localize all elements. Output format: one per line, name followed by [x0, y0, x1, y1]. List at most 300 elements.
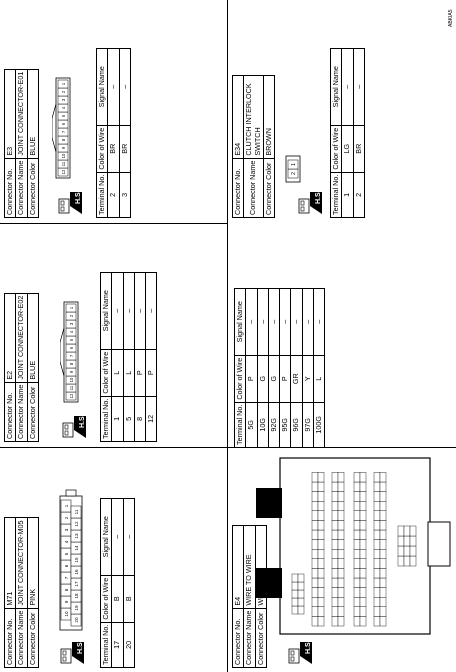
pin-number: 8 [61, 138, 67, 142]
hs-label: H.S. [79, 416, 86, 428]
hs-label: H.S. [77, 642, 84, 654]
pin-number: 1 [64, 504, 69, 508]
pin-number: 5 [64, 552, 69, 556]
hs-icon [62, 416, 86, 438]
label-connector-no: Connector No. [5, 608, 16, 667]
label-signal-name: Signal Name [97, 48, 108, 125]
pin-cavity [292, 598, 298, 606]
wire-color-cell: P [246, 355, 257, 402]
pin-cavity [338, 578, 344, 588]
pin-number: 4 [61, 106, 67, 110]
table-row [342, 48, 353, 217]
pin-cavity [380, 482, 386, 492]
pin-cavity [338, 540, 344, 550]
connector-notch [52, 104, 56, 152]
label-signal-name: Signal Name [331, 48, 342, 125]
table-row [112, 498, 123, 667]
pin-cavity [380, 540, 386, 550]
pin-cavity [354, 492, 360, 502]
pin-number: 2 [64, 516, 69, 520]
pin-number: 17 [74, 581, 79, 587]
label-connector-no: Connector No. [233, 608, 244, 667]
label-connector-color: Connector Color [27, 158, 38, 217]
pin-cavity [380, 559, 386, 569]
label-connector-name: Connector Name [16, 608, 27, 667]
connector-m71-face [58, 482, 89, 632]
pin-cavity [298, 590, 304, 598]
pin-cavity [398, 546, 404, 556]
pin-cavity [374, 492, 380, 502]
label-connector-color: Connector Color [27, 608, 38, 667]
pin-cavity [292, 582, 298, 590]
pin-cavity [354, 540, 360, 550]
pin-cavity [318, 501, 324, 511]
hs-label: H.S. [75, 192, 82, 204]
wire-color-cell: BR [119, 125, 130, 172]
pin-cavity [354, 501, 360, 511]
pin-cavity [360, 597, 366, 607]
pin-cavity [318, 530, 324, 540]
connector-color-value: PINK [27, 518, 38, 608]
wire-color-cell: Y [302, 355, 313, 402]
wire-color-cell: L [313, 355, 324, 402]
terminal-no-cell: 96G [291, 402, 302, 447]
pin-cavity [312, 568, 318, 578]
pin-number: 6 [64, 564, 69, 568]
pin-cavity [332, 520, 338, 530]
pin-number: 15 [74, 557, 79, 563]
pin-number: 11 [74, 509, 79, 515]
pin-cavity [332, 492, 338, 502]
table-row [146, 272, 157, 441]
connector-m71 [4, 517, 39, 668]
pin-cavity [338, 549, 344, 559]
pin-cavity [374, 616, 380, 626]
pin-cavity [354, 482, 360, 492]
pin-cavity [360, 492, 366, 502]
pin-cavity [312, 549, 318, 559]
label-terminal-no: Terminal No. [97, 172, 108, 217]
connector-e3 [4, 69, 39, 218]
signal-name-cell: – [134, 272, 145, 349]
pin-number: 7 [61, 130, 67, 134]
pin-cavity [318, 568, 324, 578]
hs-icon [298, 192, 322, 214]
pin-cavity [410, 556, 416, 566]
pin-number: 2 [291, 172, 297, 175]
pin-cavity [338, 559, 344, 569]
table-row [291, 288, 302, 447]
connector-info-table [4, 517, 39, 668]
pin-cavity [338, 568, 344, 578]
pin-cavity [374, 472, 380, 482]
pin-number: 3 [61, 98, 67, 102]
signal-name-cell: – [280, 288, 291, 355]
connector-info-table [4, 293, 39, 442]
hs-label: H.S. [315, 192, 322, 204]
pin-number: 9 [64, 600, 69, 604]
pin-number: 2 [69, 314, 75, 318]
pin-cavity [338, 511, 344, 521]
pin-cavity [404, 556, 410, 566]
terminal-no-cell: 17 [112, 622, 123, 667]
hs-icon [58, 192, 82, 214]
wire-color-cell: G [257, 355, 268, 402]
wire-color-cell: L [112, 349, 123, 396]
connector-no-value: E34 [233, 75, 244, 158]
divider-line [0, 447, 456, 448]
pin-cavity [338, 607, 344, 617]
wire-color-cell: B [112, 575, 123, 622]
pin-cavity [360, 578, 366, 588]
pin-number: 6 [61, 122, 67, 126]
pin-cavity [332, 482, 338, 492]
pin-cavity [312, 530, 318, 540]
pin-cavity [360, 549, 366, 559]
pin-cavity [312, 588, 318, 598]
pin-number: 5 [69, 338, 75, 342]
pin-cavity [360, 482, 366, 492]
label-connector-name: Connector Name [16, 158, 27, 217]
pin-cavity [404, 546, 410, 556]
pin-cavity [318, 616, 324, 626]
terminal-no-cell: 3 [119, 172, 130, 217]
pin-cavity [354, 559, 360, 569]
pin-cavity [318, 578, 324, 588]
connector-no-value: E2 [5, 293, 16, 382]
terminal-no-cell: 100G [313, 402, 324, 447]
terminal-table-e2 [100, 272, 157, 442]
label-connector-name: Connector Name [244, 608, 255, 667]
pin-cavity [374, 501, 380, 511]
pin-number: 7 [64, 576, 69, 580]
pin-number: 4 [64, 540, 69, 544]
signal-name-cell: – [268, 288, 279, 355]
pin-cavity [380, 501, 386, 511]
pin-number: 3 [69, 322, 75, 326]
wire-color-cell: BR [353, 125, 364, 172]
pin-number: 8 [69, 362, 75, 366]
pin-cavity [332, 616, 338, 626]
pin-cavity [374, 511, 380, 521]
pin-cavity [318, 559, 324, 569]
pin-cavity [354, 511, 360, 521]
pin-cavity [332, 540, 338, 550]
connector-latch [66, 490, 76, 496]
pin-cavity [380, 588, 386, 598]
pin-cavity [318, 482, 324, 492]
pin-cavity [298, 574, 304, 582]
pin-cavity [374, 597, 380, 607]
hs-icon [288, 642, 312, 664]
label-connector-color: Connector Color [255, 608, 266, 667]
label-color-of-wire: Color of Wire [101, 575, 112, 622]
pin-cavity [318, 492, 324, 502]
connector-e2-face [60, 294, 87, 404]
terminal-table-m71 [100, 498, 135, 668]
table-row [123, 272, 134, 441]
pin-cavity [332, 588, 338, 598]
pin-cavity [380, 511, 386, 521]
pin-cavity [332, 597, 338, 607]
label-signal-name: Signal Name [101, 498, 112, 575]
connector-name-value: WIRE TO WIRE [244, 525, 255, 608]
pin-cavity [374, 520, 380, 530]
pin-cavity [380, 492, 386, 502]
pin-cavity [318, 549, 324, 559]
pin-cavity [360, 472, 366, 482]
pin-cavity [410, 536, 416, 546]
connector-color-value: BROWN [263, 75, 274, 158]
pin-cavity [360, 616, 366, 626]
pin-cavity [380, 616, 386, 626]
pin-number: 1 [61, 82, 67, 86]
label-color-of-wire: Color of Wire [331, 125, 342, 172]
table-row [280, 288, 291, 447]
pin-cavity [298, 606, 304, 614]
signal-name-cell: – [257, 288, 268, 355]
label-color-of-wire: Color of Wire [235, 355, 246, 402]
pin-cavity [360, 607, 366, 617]
pin-cavity [354, 597, 360, 607]
pin-cavity [312, 511, 318, 521]
pin-cavity [312, 492, 318, 502]
pin-number: 13 [74, 533, 79, 539]
table-row [119, 48, 130, 217]
wire-color-cell: GR [291, 355, 302, 402]
pin-number: 10 [69, 377, 75, 383]
pin-cavity [318, 540, 324, 550]
pin-cavity [354, 578, 360, 588]
pin-cavity [312, 540, 318, 550]
pin-number: 8 [64, 588, 69, 592]
divider-line [227, 0, 228, 672]
pin-cavity [380, 578, 386, 588]
pin-cavity [360, 520, 366, 530]
label-signal-name: Signal Name [235, 288, 246, 355]
pin-cavity [360, 501, 366, 511]
pin-cavity [338, 530, 344, 540]
connector-e34-face [284, 150, 309, 184]
pin-cavity [354, 616, 360, 626]
connector-no-value: E4 [233, 525, 244, 608]
wire-color-cell: P [146, 349, 157, 396]
connector-color-value: BLUE [27, 69, 38, 158]
wire-color-cell: LG [342, 125, 353, 172]
pin-cavity [380, 530, 386, 540]
label-connector-name: Connector Name [16, 382, 27, 441]
pin-cavity [338, 588, 344, 598]
pin-cavity [292, 606, 298, 614]
pin-cavity [292, 574, 298, 582]
pin-number: 18 [74, 593, 79, 599]
pin-cavity [354, 549, 360, 559]
pin-number: 4 [69, 330, 75, 334]
label-terminal-no: Terminal No. [101, 396, 112, 441]
pin-number: 11 [69, 385, 75, 391]
pin-cavity [398, 536, 404, 546]
pin-cavity [398, 556, 404, 566]
terminal-no-cell: 1 [112, 396, 123, 441]
pin-number: 5 [61, 114, 67, 118]
signal-name-cell: – [123, 272, 134, 349]
pin-number: 9 [61, 146, 67, 150]
pin-cavity [380, 568, 386, 578]
pin-cavity [338, 597, 344, 607]
pin-cavity [332, 530, 338, 540]
pin-cavity [360, 568, 366, 578]
table-row [353, 48, 364, 217]
terminal-table-e4 [234, 288, 325, 448]
pin-cavity [360, 540, 366, 550]
wire-color-cell: P [280, 355, 291, 402]
label-color-of-wire: Color of Wire [101, 349, 112, 396]
connector-name-value: JOINT CONNECTOR-E01 [16, 69, 27, 158]
pin-cavity [332, 511, 338, 521]
pin-cavity [354, 520, 360, 530]
wire-color-cell: B [123, 575, 134, 622]
pin-cavity [338, 492, 344, 502]
signal-name-cell: – [246, 288, 257, 355]
table-row [246, 288, 257, 447]
pin-cavity [374, 482, 380, 492]
pin-cavity [354, 607, 360, 617]
pin-number: 3 [64, 528, 69, 532]
pin-number: 1 [69, 306, 75, 310]
signal-name-cell: – [313, 288, 324, 355]
label-connector-color: Connector Color [263, 158, 274, 217]
pin-cavity [312, 607, 318, 617]
signal-name-cell: – [291, 288, 302, 355]
table-row [302, 288, 313, 447]
terminal-no-cell: 5 [123, 396, 134, 441]
pin-cavity [298, 598, 304, 606]
label-terminal-no: Terminal No. [235, 402, 246, 447]
pin-cavity [312, 597, 318, 607]
pin-cavity [332, 568, 338, 578]
table-row [123, 498, 134, 667]
pin-cavity [338, 616, 344, 626]
terminal-no-cell: 2 [108, 172, 119, 217]
pin-cavity [374, 559, 380, 569]
pin-cavity [380, 597, 386, 607]
connector-name-value: JOINT CONNECTOR-M05 [16, 518, 27, 608]
pin-cavity [338, 501, 344, 511]
pin-number: 14 [74, 545, 79, 551]
pin-cavity [380, 520, 386, 530]
pin-number: 16 [74, 569, 79, 575]
locking-tab [256, 568, 282, 598]
connector-e2 [4, 293, 39, 442]
pin-cavity [318, 520, 324, 530]
connector-name-value: JOINT CONNECTOR-E02 [16, 293, 27, 382]
signal-name-cell: – [302, 288, 313, 355]
pin-cavity [410, 546, 416, 556]
wire-color-cell: L [123, 349, 134, 396]
diagram-code: ABKIA5 [448, 9, 454, 27]
pin-cavity [318, 511, 324, 521]
pin-cavity [374, 540, 380, 550]
connector-e4-face [256, 456, 456, 636]
pin-cavity [374, 530, 380, 540]
pin-cavity [404, 526, 410, 536]
pin-cavity [360, 530, 366, 540]
locking-tab [256, 488, 282, 518]
connector-name-value: CLUTCH INTERLOCK SWITCH [244, 75, 264, 158]
pin-cavity [332, 549, 338, 559]
connector-info-table [232, 75, 275, 218]
signal-name-cell: – [112, 272, 123, 349]
pin-cavity [338, 520, 344, 530]
signal-name-cell: – [119, 48, 130, 125]
pin-cavity [410, 526, 416, 536]
connector-color-value: BLUE [27, 293, 38, 382]
pin-number: 11 [61, 161, 67, 167]
signal-name-cell: – [112, 498, 123, 575]
pin-cavity [360, 588, 366, 598]
connector-no-value: E3 [5, 69, 16, 158]
table-row [112, 272, 123, 441]
divider-line [0, 223, 228, 224]
table-row [257, 288, 268, 447]
terminal-table-e3 [96, 48, 131, 218]
pin-cavity [332, 578, 338, 588]
wire-color-cell: BR [108, 125, 119, 172]
signal-name-cell: – [108, 48, 119, 125]
table-row [268, 288, 279, 447]
pin-cavity [360, 511, 366, 521]
pin-cavity [318, 588, 324, 598]
pin-number: 7 [69, 354, 75, 358]
pin-cavity [292, 590, 298, 598]
pin-cavity [338, 472, 344, 482]
label-connector-name: Connector Name [244, 158, 264, 217]
pin-cavity [374, 588, 380, 598]
pin-cavity [374, 607, 380, 617]
pin-number: 10 [61, 153, 67, 159]
connector-e3-face [52, 70, 79, 180]
pin-number: 9 [69, 370, 75, 374]
pin-cavity [374, 568, 380, 578]
label-terminal-no: Terminal No. [331, 172, 342, 217]
pin-cavity [354, 530, 360, 540]
signal-name-cell: – [342, 48, 353, 125]
terminal-no-cell: 97G [302, 402, 313, 447]
label-terminal-no: Terminal No. [101, 622, 112, 667]
pin-cavity [338, 482, 344, 492]
pin-cavity [354, 568, 360, 578]
terminal-no-cell: 12 [146, 396, 157, 441]
wire-color-cell: P [134, 349, 145, 396]
pin-cavity [354, 588, 360, 598]
pin-cavity [374, 578, 380, 588]
label-connector-no: Connector No. [5, 158, 16, 217]
pin-number: 20 [74, 617, 79, 623]
pin-cavity [332, 559, 338, 569]
terminal-no-cell: 10G [257, 402, 268, 447]
connector-notch [60, 328, 64, 376]
pin-number: 10 [64, 611, 69, 617]
pin-cavity [312, 472, 318, 482]
pin-cavity [360, 559, 366, 569]
pin-cavity [312, 578, 318, 588]
pin-cavity [332, 607, 338, 617]
connector-e34 [232, 75, 275, 218]
label-connector-no: Connector No. [233, 158, 244, 217]
pin-cavity [318, 472, 324, 482]
label-connector-color: Connector Color [27, 382, 38, 441]
terminal-no-cell: 20 [123, 622, 134, 667]
